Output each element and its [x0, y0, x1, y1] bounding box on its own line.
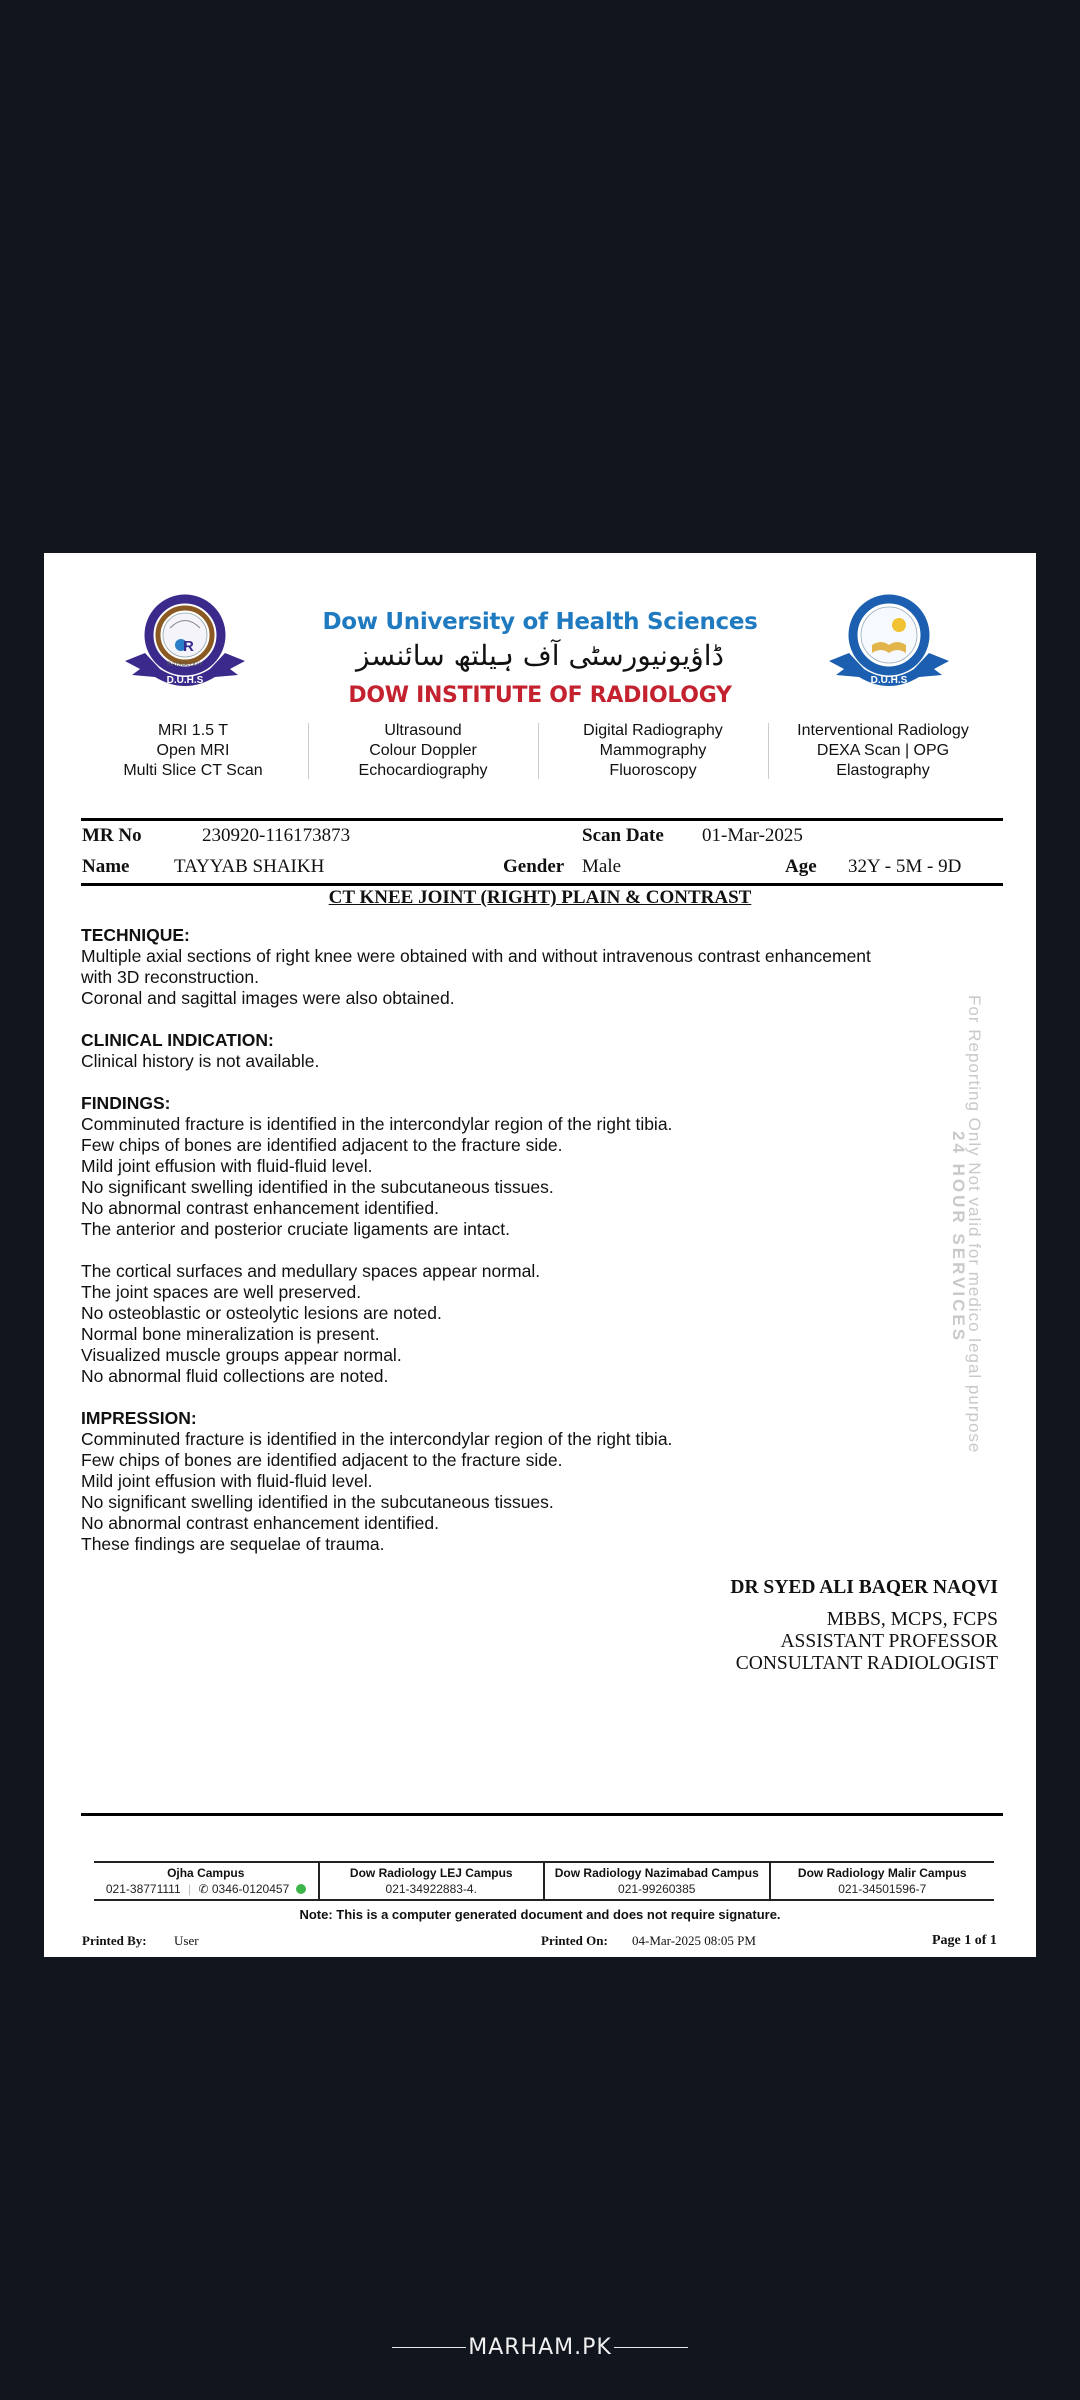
report-line: Comminuted fracture is identified in the intercondylar region of the right tibia.: [81, 1429, 673, 1449]
report-line: Mild joint effusion with fluid-fluid level.: [81, 1471, 373, 1491]
scan-date-value: 01-Mar-2025: [702, 825, 803, 846]
name-label: Name: [82, 856, 130, 877]
service-item: Interventional Radiology: [797, 722, 969, 739]
service-item: DEXA Scan | OPG: [816, 742, 950, 759]
watermark: [949, 995, 992, 1535]
name-value: TAYYAB SHAIKH: [174, 856, 325, 877]
services-column: [538, 721, 768, 787]
report-line: The anterior and posterior cruciate ligaments are intact.: [81, 1219, 510, 1239]
campus-name: Dow Radiology Malir Campus: [797, 1866, 967, 1880]
report-line: No abnormal contrast enhancement identified.: [81, 1198, 439, 1218]
campus-cell: [769, 1863, 995, 1899]
signature-block: [730, 1577, 998, 1675]
campus-phone: 021-34922883-4.: [385, 1882, 477, 1896]
findings-heading: FINDINGS:: [81, 1093, 171, 1113]
campus-phone: 021-38771111: [105, 1882, 181, 1896]
services-column: [768, 721, 998, 787]
footer-note: Note: This is a computer generated document and does not require signature.: [299, 1907, 781, 1922]
scan-date-label: Scan Date: [582, 825, 664, 846]
report-line: Coronal and sagittal images were also obtained.: [81, 988, 455, 1008]
report-line: Normal bone mineralization is present.: [81, 1324, 380, 1344]
phone-icon: ✆: [198, 1882, 209, 1896]
watermark-services: 24 HOUR SERVICES: [949, 1131, 968, 1344]
service-item: Multi Slice CT Scan: [123, 762, 263, 779]
report-line: No abnormal contrast enhancement identified.: [81, 1513, 439, 1533]
impression-heading: IMPRESSION:: [81, 1408, 197, 1428]
age-label: Age: [785, 856, 817, 877]
service-item: Open MRI: [156, 742, 230, 759]
footer-divider: [81, 1813, 1003, 1816]
report-line: Mild joint effusion with fluid-fluid level.: [81, 1156, 373, 1176]
report-line: The joint spaces are well preserved.: [81, 1282, 362, 1302]
report-line: Few chips of bones are identified adjacent to the fracture side.: [81, 1450, 563, 1470]
service-item: Elastography: [836, 762, 930, 779]
credential: MBBS, MCPS, FCPS: [826, 1609, 998, 1630]
institute-name: DOW INSTITUTE OF RADIOLOGY: [348, 683, 732, 708]
printed-on-label: Printed On:: [541, 1933, 608, 1948]
service-item: Colour Doppler: [369, 742, 477, 759]
divider: [81, 883, 1003, 886]
svg-text:R: R: [183, 638, 194, 655]
report-line: No abnormal fluid collections are noted.: [81, 1366, 389, 1386]
printed-on-value: 04-Mar-2025 08:05 PM: [632, 1933, 756, 1948]
credential: CONSULTANT RADIOLOGIST: [735, 1653, 998, 1674]
services-list: [78, 721, 998, 787]
campus-name: Ojha Campus: [167, 1866, 245, 1880]
service-item: Mammography: [599, 742, 707, 759]
divider: [81, 818, 1003, 821]
separator: |: [187, 1882, 192, 1896]
report-line: No significant swelling identified in the subcutaneous tissues.: [81, 1492, 554, 1512]
watermark-disclaimer: For Reporting Only Not valid for medico legal purpose: [965, 995, 984, 1454]
service-item: Echocardiography: [358, 762, 488, 779]
gender-label: Gender: [503, 856, 565, 877]
report-line: The cortical surfaces and medullary spaces appear normal.: [81, 1261, 541, 1281]
report-body: [81, 925, 961, 1555]
svg-text:RADIOLOGY: RADIOLOGY: [167, 662, 203, 668]
report-line: with 3D reconstruction.: [81, 967, 259, 987]
campus-cell: [94, 1863, 318, 1899]
service-item: Ultrasound: [384, 722, 462, 739]
services-column: [308, 721, 538, 787]
divider: [614, 2347, 688, 2348]
gender-value: Male: [582, 856, 622, 877]
divider: [392, 2347, 466, 2348]
report-line: Multiple axial sections of right knee were obtained with and without intravenous contrast enhancement: [81, 946, 871, 966]
report-line: Visualized muscle groups appear normal.: [81, 1345, 402, 1365]
campus-phone: 021-34501596-7: [838, 1882, 927, 1896]
services-column: [78, 721, 308, 787]
university-name-urdu: ڈاؤیونیورسٹی آف ہیلتھ سائنسز: [356, 639, 724, 672]
report-line: No osteoblastic or osteolytic lesions are noted.: [81, 1303, 442, 1323]
university-name: Dow University of Health Sciences: [322, 609, 758, 635]
campus-name: Dow Radiology LEJ Campus: [349, 1866, 513, 1880]
mr-no-label: MR No: [82, 825, 142, 846]
service-item: Fluoroscopy: [609, 762, 697, 779]
report-line: Clinical history is not available.: [81, 1051, 320, 1071]
report-line: Comminuted fracture is identified in the intercondylar region of the right tibia.: [81, 1114, 673, 1134]
service-item: Digital Radiography: [583, 722, 723, 739]
report-page: [44, 553, 1036, 1957]
svg-text:D.U.H.S: D.U.H.S: [870, 675, 908, 686]
campus-mobile: 0346-0120457: [211, 1882, 290, 1896]
printed-by-value: User: [174, 1933, 199, 1948]
mr-no-value: 230920-116173873: [202, 825, 351, 846]
exam-title: CT KNEE JOINT (RIGHT) PLAIN & CONTRAST: [328, 887, 752, 908]
brand-name: MARHAM.PK: [468, 2334, 612, 2360]
report-line: No significant swelling identified in the subcutaneous tissues.: [81, 1177, 554, 1197]
credential: ASSISTANT PROFESSOR: [780, 1631, 998, 1652]
whatsapp-icon: [296, 1884, 306, 1894]
age-value: 32Y - 5M - 9D: [848, 856, 962, 877]
campus-table: [94, 1861, 994, 1901]
clinical-heading: CLINICAL INDICATION:: [81, 1030, 274, 1050]
technique-heading: TECHNIQUE:: [81, 925, 190, 945]
campus-phone: 021-99260385: [618, 1882, 696, 1896]
radiologist-name: DR SYED ALI BAQER NAQVI: [730, 1577, 998, 1598]
svg-text:D.U.H.S: D.U.H.S: [166, 675, 204, 686]
campus-cell: [543, 1863, 769, 1899]
campus-name: Dow Radiology Nazimabad Campus: [554, 1866, 759, 1880]
marham-watermark: [392, 2334, 688, 2360]
report-line: These findings are sequelae of trauma.: [81, 1534, 385, 1554]
page-number: Page 1 of 1: [932, 1933, 997, 1948]
service-item: MRI 1.5 T: [158, 722, 228, 739]
campus-cell: [318, 1863, 544, 1899]
printed-by-label: Printed By:: [82, 1933, 147, 1948]
report-line: Few chips of bones are identified adjacent to the fracture side.: [81, 1135, 563, 1155]
